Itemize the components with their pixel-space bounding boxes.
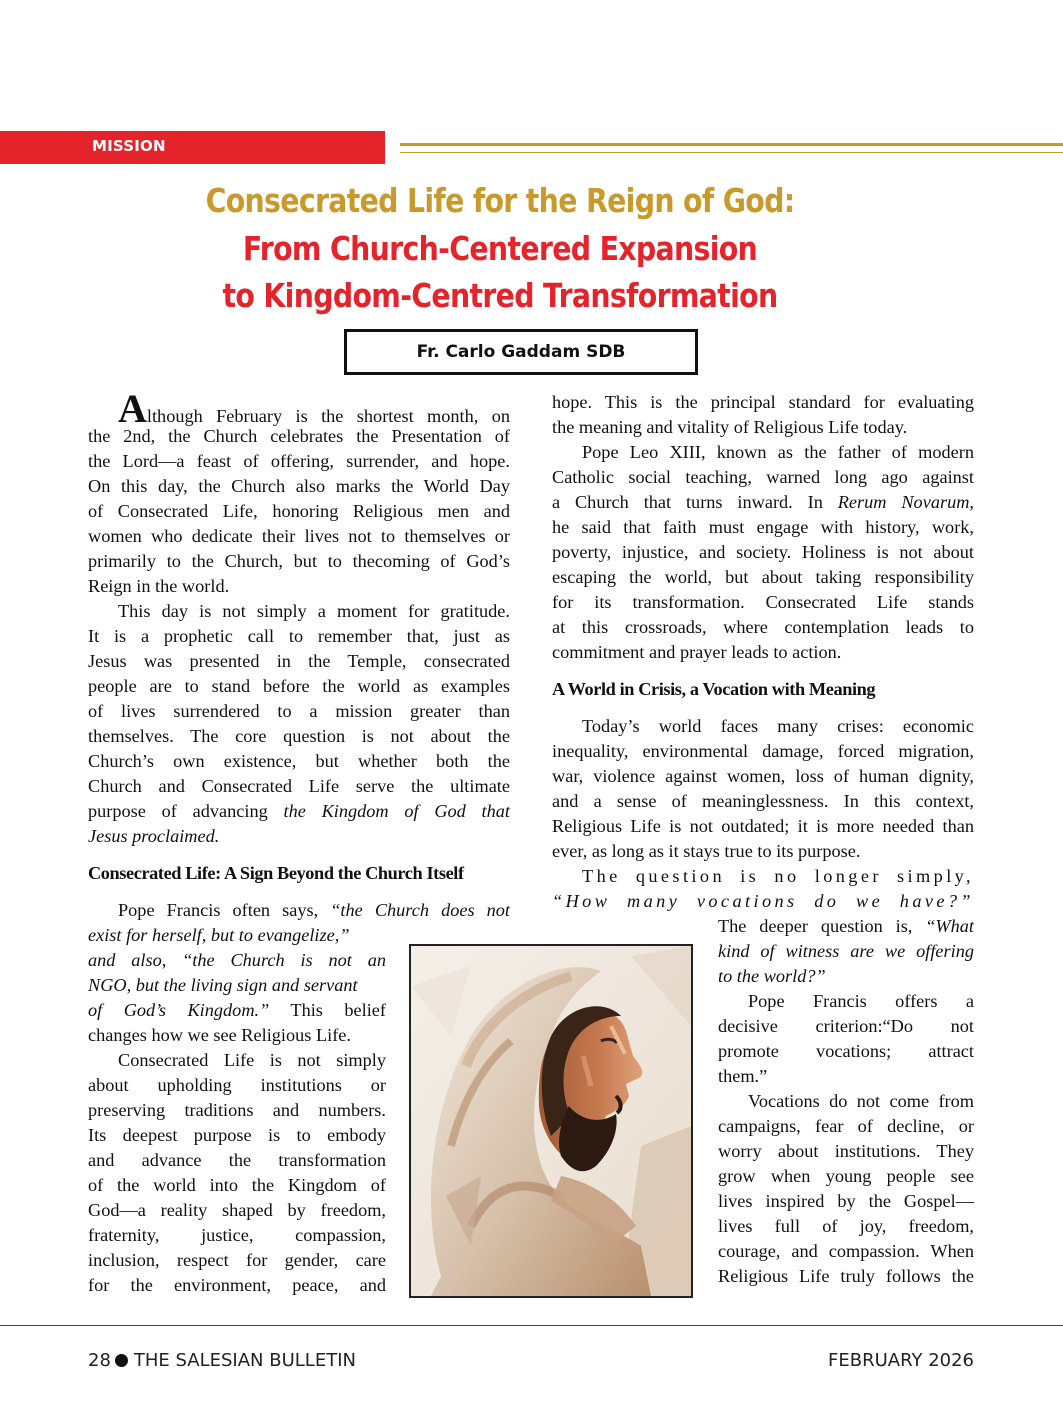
text-line: a Church that turns inward. In Rerum Novarum,	[552, 492, 974, 512]
footer-left	[88, 1350, 356, 1371]
author-name: Fr. Carlo Gaddam SDB	[416, 342, 626, 362]
text-line: The question is no longer simply,	[582, 866, 974, 886]
text-line: Reign in the world.	[88, 576, 230, 596]
text-line: NGO, but the living sign and servant	[88, 975, 358, 995]
jesus-painting-image	[409, 944, 693, 1298]
text-line: Its deepest purpose is to embody	[88, 1125, 386, 1145]
text-line: of God’s Kingdom.” This belief	[88, 1000, 386, 1020]
section-heading: A World in Crisis, a Vocation with Meaning	[552, 679, 876, 699]
text-line: people are to stand before the world as examples	[88, 676, 510, 696]
text-line: the Lord—a feast of offering, surrender, and hope.	[88, 451, 510, 471]
painting-illustration	[411, 946, 691, 1296]
title-line-3: to Kingdom-Centred Transformation	[222, 276, 778, 315]
page-number: 28	[88, 1350, 111, 1371]
text-line: about upholding institutions or	[88, 1075, 386, 1095]
text-line: Pope Francis often says, “the Church does not	[118, 900, 510, 920]
text-line: Church’s own existence, but whether both the	[88, 751, 510, 771]
text-line: of the world into the Kingdom of	[88, 1175, 386, 1195]
text-line: Vocations do not come from	[748, 1091, 974, 1111]
text-line: Pope Francis offers a	[748, 991, 974, 1011]
text-line: Jesus proclaimed.	[88, 826, 220, 846]
section-heading: Consecrated Life: A Sign Beyond the Church Itself	[88, 863, 464, 883]
publication-name: THE SALESIAN BULLETIN	[133, 1350, 356, 1371]
section-bar	[0, 131, 385, 164]
bullet-icon	[115, 1354, 128, 1367]
text-line: campaigns, fear of decline, or	[718, 1116, 974, 1136]
text-line: lives full of joy, freedom,	[718, 1216, 974, 1236]
text-line: inclusion, respect for gender, care	[88, 1250, 386, 1270]
text-line: ever, as long as it stays true to its purpose.	[552, 841, 861, 861]
text-line: “How many vocations do we have?”	[552, 891, 974, 911]
text-line: hope. This is the principal standard for evaluating	[552, 392, 974, 412]
text-line: Church and Consecrated Life serve the ultimate	[88, 776, 510, 796]
text-line: This day is not simply a moment for gratitude.	[118, 601, 510, 621]
text-line: Today’s world faces many crises: economic	[582, 716, 974, 736]
text-line: grow when young people see	[718, 1166, 974, 1186]
text-line: Catholic social teaching, warned long ago against	[552, 467, 974, 487]
text-line: and a sense of meaninglessness. In this context,	[552, 791, 974, 811]
text-line: of lives surrendered to a mission greater than	[88, 701, 510, 721]
text-line: and advance the transformation	[88, 1150, 386, 1170]
text-line: them.”	[718, 1066, 768, 1086]
text-line: Jesus was presented in the Temple, consecrated	[88, 651, 510, 671]
text-line: courage, and compassion. When	[718, 1241, 974, 1261]
title-line-2: From Church-Centered Expansion	[242, 229, 758, 268]
text-line: poverty, injustice, and society. Holiness is not about	[552, 542, 974, 562]
header-rule	[400, 143, 1063, 153]
text-line: Pope Leo XIII, known as the father of modern	[582, 442, 974, 462]
text-line: kind of witness are we offering	[718, 941, 974, 961]
text-line: purpose of advancing the Kingdom of God that	[88, 801, 510, 821]
text-line: themselves. The core question is not about the	[88, 726, 510, 746]
footer-rule	[0, 1325, 1063, 1326]
text-line: fraternity, justice, compassion,	[88, 1225, 386, 1245]
text-line: It is a prophetic call to remember that, just as	[88, 626, 510, 646]
text-line: On this day, the Church also marks the World Day	[88, 476, 510, 496]
text-line: primarily to the Church, but to thecoming of God’s	[88, 551, 510, 571]
text-line: the 2nd, the Church celebrates the Presentation of	[88, 426, 510, 446]
title-line-1: Consecrated Life for the Reign of God:	[205, 181, 795, 220]
text-line: for its transformation. Consecrated Life stands	[552, 592, 974, 612]
text-line: Consecrated Life is not simply	[118, 1050, 386, 1070]
text-line: women who dedicate their lives not to themselves or	[88, 526, 510, 546]
text-line: lives inspired by the Gospel—	[718, 1191, 974, 1211]
drop-cap: A	[118, 386, 147, 431]
text-line: at this crossroads, where contemplation leads to	[552, 617, 974, 637]
text-line: promote vocations; attract	[718, 1041, 974, 1061]
text-line: Religious Life is not outdated; it is more needed than	[552, 816, 974, 836]
text-line: he said that faith must engage with history, work,	[552, 517, 974, 537]
text-line: Religious Life truly follows the	[718, 1266, 974, 1286]
text-line: war, violence against women, loss of human dignity,	[552, 766, 974, 786]
text-line: commitment and prayer leads to action.	[552, 642, 842, 662]
issue-date: FEBRUARY 2026	[828, 1350, 974, 1371]
text-line: of Consecrated Life, honoring Religious men and	[88, 501, 510, 521]
text-line: inequality, environmental damage, forced migration,	[552, 741, 974, 761]
text-line: the meaning and vitality of Religious Life today.	[552, 417, 908, 437]
text-line: worry about institutions. They	[718, 1141, 974, 1161]
text-line: exist for herself, but to evangelize,”	[88, 925, 350, 945]
text-line: preserving traditions and numbers.	[88, 1100, 386, 1120]
section-label: MISSION	[92, 137, 166, 155]
paragraph-intro-line: Although February is the shortest month, on	[118, 386, 510, 431]
text-line: decisive criterion:“Do not	[718, 1016, 974, 1036]
text-line: God—a reality shaped by freedom,	[88, 1200, 386, 1220]
text-line: for the environment, peace, and	[88, 1275, 386, 1295]
text-line: and also, “the Church is not an	[88, 950, 386, 970]
author-box	[344, 329, 698, 375]
text-line: The deeper question is, “What	[718, 916, 974, 936]
text-line: escaping the world, but about taking responsibility	[552, 567, 974, 587]
text-line: changes how we see Religious Life.	[88, 1025, 351, 1045]
text-line: to the world?”	[718, 966, 826, 986]
